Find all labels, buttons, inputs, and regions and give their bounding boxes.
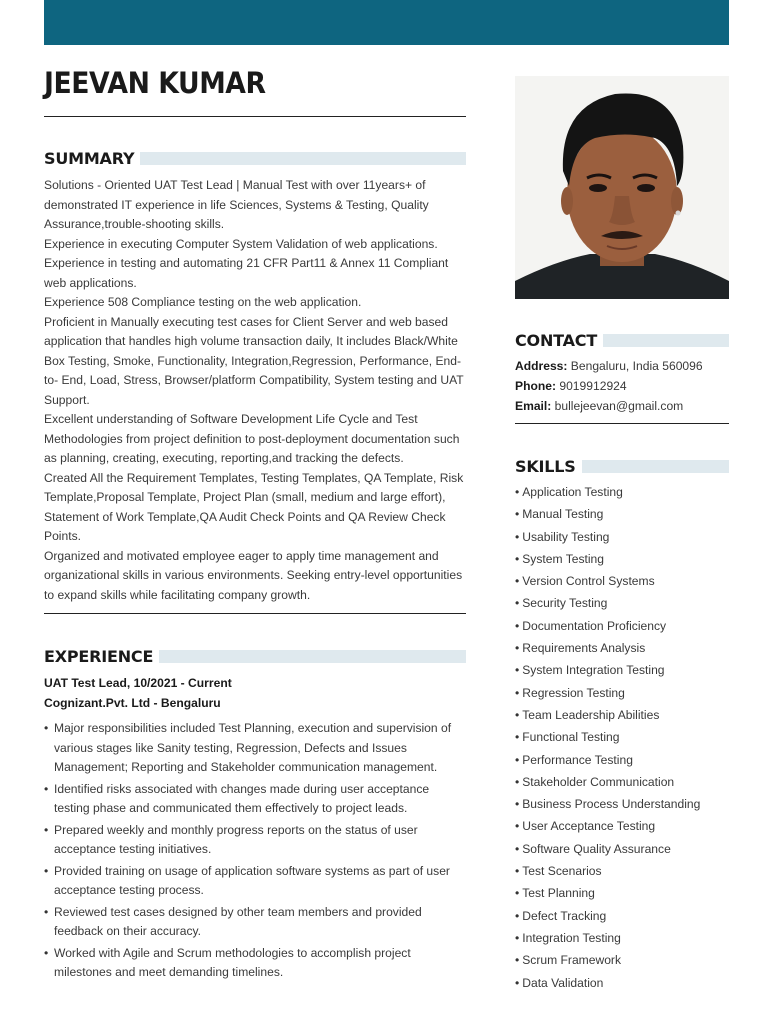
summary-heading-bar: [140, 152, 466, 165]
summary-text: [44, 176, 468, 605]
contact-title: CONTACT: [515, 331, 598, 350]
bullet-icon: •: [515, 886, 520, 901]
skills-list: [515, 481, 729, 994]
skill-item: [515, 682, 729, 704]
bullet-icon: •: [515, 507, 520, 522]
job-bullet-text: Major responsibilities included Test Planning, execution and supervision of various stages like Sanity testing, Regression, Defects and Issues Management; Reporting and Stakeholder communication management.: [54, 721, 452, 774]
experience-heading-bar: [159, 650, 466, 663]
skill-item: [515, 637, 729, 659]
bullet-icon: •: [44, 822, 49, 837]
summary-paragraph: Excellent understanding of Software Development Life Cycle and Test Methodologies from project definition to post-deployment documentation such as planning, creating, executing, reporting,and tracking the defects.: [44, 412, 460, 465]
phone-value: 9019912924: [559, 379, 627, 393]
skill-label: Version Control Systems: [522, 574, 655, 589]
bullet-icon: •: [515, 797, 520, 812]
skill-item: [515, 503, 729, 525]
bullet-icon: •: [515, 841, 520, 856]
job-bullet: [44, 944, 468, 983]
address-value: Bengaluru, India 560096: [570, 359, 703, 373]
bullet-icon: •: [515, 618, 520, 633]
skill-item: [515, 882, 729, 904]
skill-label: Regression Testing: [522, 685, 625, 700]
summary-divider: [44, 613, 466, 614]
job-title: UAT Test Lead, 10/2021 - Current: [44, 676, 232, 690]
bullet-icon: •: [515, 663, 520, 678]
job-company: Cognizant.Pvt. Ltd - Bengaluru: [44, 696, 221, 710]
skill-item: [515, 481, 729, 503]
candidate-name: JEEVAN KUMAR: [44, 66, 266, 100]
bullet-icon: •: [515, 975, 520, 990]
summary-paragraph: Created All the Requirement Templates, Testing Templates, QA Template, Risk Template,Proposal Template, Project Plan (small, medium and large effort), Statement of Work Template,QA Audit Check Points and QA Review Check Points.: [44, 470, 464, 543]
experience-title: EXPERIENCE: [44, 647, 154, 666]
skill-label: Software Quality Assurance: [522, 841, 671, 856]
job-bullet: [44, 862, 468, 901]
skill-item: [515, 726, 729, 748]
summary-paragraph: Experience in testing and automating 21 CFR Part11 & Annex 11 Compliant web applications.: [44, 256, 449, 290]
bullet-icon: •: [44, 904, 49, 919]
bullet-icon: •: [44, 721, 49, 735]
skill-item: [515, 704, 729, 726]
bullet-icon: •: [515, 953, 520, 968]
summary-paragraph: Experience 508 Compliance testing on the web application.: [44, 295, 362, 309]
skills-title: SKILLS: [515, 457, 576, 476]
job-bullet: [44, 719, 468, 778]
skill-label: Application Testing: [522, 485, 623, 499]
experience-heading: [44, 647, 466, 666]
bullet-icon: •: [515, 819, 520, 834]
skill-label: Manual Testing: [522, 507, 604, 522]
bullet-icon: •: [515, 908, 520, 923]
bullet-icon: •: [515, 529, 520, 544]
skill-label: User Acceptance Testing: [522, 819, 656, 834]
skill-label: Stakeholder Communication: [522, 774, 675, 789]
email-label: Email:: [515, 399, 552, 413]
header-color-bar: [44, 0, 729, 45]
summary-paragraph: Solutions - Oriented UAT Test Lead | Manual Test with over 11years+ of demonstrated IT experience in life Sciences, Systems & Testing, Quality Assurance,trouble-shooting skills.: [44, 178, 429, 231]
contact-heading: [515, 331, 729, 350]
skill-label: Requirements Analysis: [522, 641, 646, 656]
summary-paragraph: Proficient in Manually executing test cases for Client Server and web based application that handles high volume transaction daily, It includes Black/White Box Testing, Smoke, Functionality, Integration,Regression, Performance, End-to- End, Load, Stress, Browser/platform Compatibility, System testing and UAT Support.: [44, 314, 464, 407]
bullet-icon: •: [515, 641, 520, 656]
skill-item: [515, 659, 729, 681]
contact-details: [515, 356, 729, 416]
summary-paragraph: Experience in executing Computer System Validation of web applications.: [44, 236, 438, 251]
contact-heading-bar: [603, 334, 729, 347]
skill-item: [515, 905, 729, 927]
job-bullet-text: Prepared weekly and monthly progress reports on the status of user acceptance testing initiatives.: [54, 822, 418, 856]
job-bullet-text: Identified risks associated with changes made during user acceptance testing phase and communicated them effectively to project leads.: [54, 781, 430, 815]
skill-label: Functional Testing: [522, 730, 620, 745]
email-value[interactable]: bullejeevan@gmail.com: [554, 399, 684, 413]
bullet-icon: •: [515, 752, 520, 767]
skill-label: Test Scenarios: [522, 864, 602, 879]
bullet-icon: •: [515, 930, 520, 945]
skill-label: Scrum Framework: [522, 953, 622, 968]
skill-item: [515, 927, 729, 949]
skills-heading: [515, 457, 729, 476]
job-bullet: [44, 903, 468, 942]
skill-label: Performance Testing: [522, 752, 633, 767]
summary-paragraph: Organized and motivated employee eager to apply time management and organizational skills in various environments. Seeking entry-level opportunities to expand skills while facilitating company growth.: [44, 548, 463, 602]
contact-phone: [515, 376, 729, 396]
job-bullet-text: Worked with Agile and Scrum methodologies to accomplish project milestones and meet demanding timelines.: [54, 945, 411, 979]
bullet-icon: •: [44, 863, 49, 878]
contact-divider: [515, 423, 729, 424]
skill-label: Security Testing: [522, 596, 608, 611]
skill-item: [515, 771, 729, 793]
bullet-icon: •: [515, 685, 520, 700]
phone-label: Phone:: [515, 379, 556, 393]
skills-heading-bar: [582, 460, 729, 473]
contact-address: [515, 356, 729, 376]
skill-label: Business Process Understanding: [522, 797, 701, 812]
skill-label: System Integration Testing: [522, 663, 665, 678]
job-bullet: [44, 821, 468, 860]
skill-item: [515, 592, 729, 614]
experience-entry: [44, 673, 468, 985]
skill-item: [515, 793, 729, 815]
skill-label: Team Leadership Abilities: [522, 707, 660, 722]
skill-item: [515, 860, 729, 882]
name-divider: [44, 116, 466, 117]
bullet-icon: •: [515, 485, 520, 499]
skill-item: [515, 972, 729, 994]
skill-item: [515, 815, 729, 837]
skill-label: Usability Testing: [522, 529, 610, 544]
bullet-icon: •: [44, 945, 49, 960]
skill-item: [515, 949, 729, 971]
contact-email: [515, 396, 729, 416]
address-label: Address:: [515, 359, 568, 373]
bullet-icon: •: [515, 707, 520, 722]
skill-label: Data Validation: [522, 975, 604, 990]
skill-item: [515, 749, 729, 771]
summary-title: SUMMARY: [44, 149, 135, 168]
skill-item: [515, 615, 729, 637]
skill-item: [515, 526, 729, 548]
summary-heading: [44, 149, 466, 168]
skill-item: [515, 838, 729, 860]
bullet-icon: •: [44, 781, 49, 796]
job-responsibilities: [44, 719, 468, 983]
job-bullet-text: Provided training on usage of application software systems as part of user acceptance testing process.: [54, 863, 450, 897]
skill-item: [515, 570, 729, 592]
skill-label: Defect Tracking: [522, 908, 607, 923]
job-bullet-text: Reviewed test cases designed by other team members and provided feedback on their accuracy.: [54, 904, 422, 938]
profile-photo-icon: [515, 76, 729, 299]
skill-label: Documentation Proficiency: [522, 618, 667, 633]
bullet-icon: •: [515, 551, 520, 566]
bullet-icon: •: [515, 730, 520, 745]
skill-label: System Testing: [522, 551, 605, 566]
skill-label: Test Planning: [522, 886, 595, 901]
bullet-icon: •: [515, 774, 520, 789]
bullet-icon: •: [515, 596, 520, 611]
bullet-icon: •: [515, 574, 520, 589]
skill-item: [515, 548, 729, 570]
skill-label: Integration Testing: [522, 930, 621, 945]
job-bullet: [44, 780, 468, 819]
profile-photo: [515, 76, 729, 299]
bullet-icon: •: [515, 864, 520, 879]
